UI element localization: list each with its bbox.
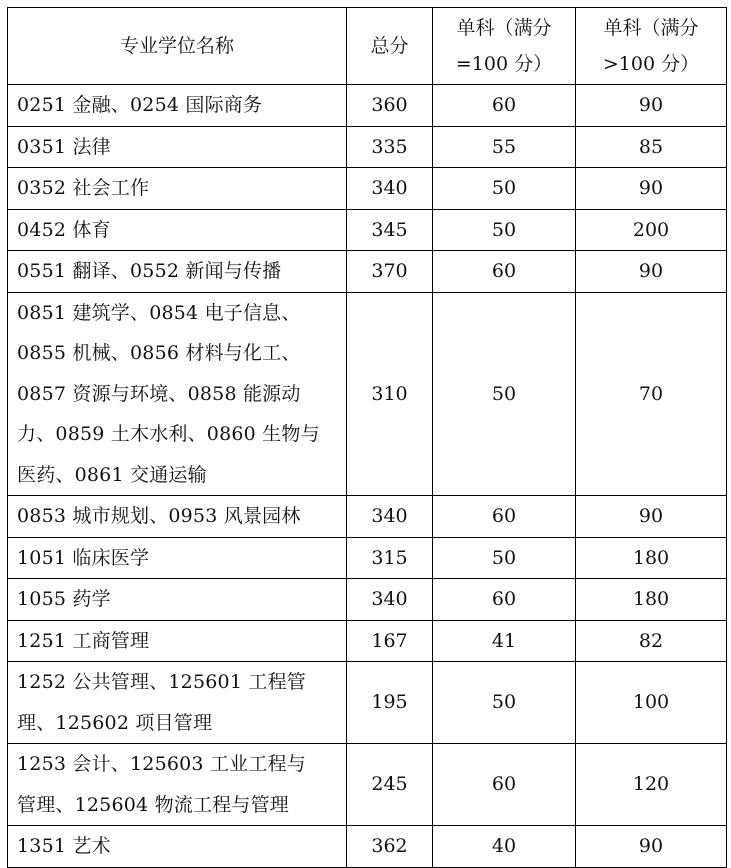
table-row (8, 85, 727, 127)
program-name-line: 0857 资源与环境、0858 能源动 (17, 382, 301, 405)
cell-single-gt100: 180 (576, 579, 727, 621)
program-name-line: 0855 机械、0856 材料与化工、 (17, 342, 301, 364)
cell-total: 310 (347, 292, 433, 496)
cell-program-name (8, 292, 347, 496)
cell-single-gt100: 180 (576, 537, 727, 579)
cell-total: 195 (347, 662, 433, 744)
table-row (8, 744, 727, 826)
program-name-line: 0351 法律 (17, 135, 111, 158)
cell-program-name (8, 537, 347, 579)
cell-single-gt100: 90 (576, 251, 727, 293)
cell-single-100: 40 (433, 826, 576, 868)
program-name-line: 0853 城市规划、0953 风景园林 (17, 505, 301, 527)
program-name-line: 1055 药学 (17, 588, 111, 610)
cell-single-gt100: 90 (576, 826, 727, 868)
program-name-line: 0251 金融、0254 国际商务 (17, 94, 263, 116)
header-single-100-line2: =100 分） (455, 53, 553, 75)
cell-program-name (8, 168, 347, 210)
program-name-line: 医药、0861 交通运输 (17, 463, 207, 486)
cell-total: 167 (347, 620, 433, 662)
program-name-line: 1253 会计、125603 工业工程与 (17, 753, 306, 775)
header-total: 总分 (347, 8, 433, 85)
cell-single-100: 60 (433, 496, 576, 538)
cell-total: 315 (347, 537, 433, 579)
cell-total: 335 (347, 126, 433, 168)
program-name-line: 理、125602 项目管理 (17, 711, 213, 734)
header-single-gt100 (576, 8, 727, 85)
cell-single-gt100: 90 (576, 85, 727, 127)
cell-single-gt100: 100 (576, 662, 727, 744)
table-row (8, 126, 727, 168)
header-single-100-line1: 单科（满分 (456, 17, 552, 39)
cell-program-name (8, 251, 347, 293)
cell-single-gt100: 200 (576, 209, 727, 251)
cell-single-gt100: 82 (576, 620, 727, 662)
cell-program-name (8, 209, 347, 251)
cell-single-gt100: 90 (576, 168, 727, 210)
table-row (8, 620, 727, 662)
cell-single-100: 50 (433, 292, 576, 496)
table-row (8, 537, 727, 579)
program-name-line: 力、0859 土木水利、0860 生物与 (17, 423, 320, 445)
table-row (8, 826, 727, 868)
cell-total: 362 (347, 826, 433, 868)
cell-single-100: 60 (433, 85, 576, 127)
program-name-line: 1051 临床医学 (17, 546, 150, 569)
cell-single-100: 55 (433, 126, 576, 168)
cell-program-name (8, 85, 347, 127)
program-name-line: 0352 社会工作 (17, 177, 150, 199)
cell-single-100: 60 (433, 744, 576, 826)
header-row (8, 8, 727, 85)
program-name-line: 管理、125604 物流工程与管理 (17, 793, 289, 816)
cell-single-gt100: 70 (576, 292, 727, 496)
table-row (8, 209, 727, 251)
cell-single-gt100: 85 (576, 126, 727, 168)
table-row (8, 496, 727, 538)
cell-program-name (8, 744, 347, 826)
cell-total: 360 (347, 85, 433, 127)
cell-total: 340 (347, 579, 433, 621)
table-row (8, 168, 727, 210)
header-single-gt100-line1: 单科（满分 (603, 17, 699, 39)
header-single-gt100-line2: >100 分） (602, 53, 700, 75)
cell-program-name (8, 579, 347, 621)
cell-single-gt100: 90 (576, 496, 727, 538)
cell-total: 245 (347, 744, 433, 826)
score-table (7, 7, 727, 868)
table-row (8, 579, 727, 621)
program-name-line: 0452 体育 (17, 218, 111, 241)
cell-program-name (8, 662, 347, 744)
cell-single-100: 50 (433, 662, 576, 744)
cell-program-name (8, 620, 347, 662)
program-name-line: 1251 工商管理 (17, 629, 150, 652)
cell-total: 370 (347, 251, 433, 293)
header-name: 专业学位名称 (8, 8, 347, 85)
program-name-line: 1351 艺术 (17, 835, 111, 857)
program-name-line: 0551 翻译、0552 新闻与传播 (17, 260, 282, 282)
cell-single-100: 50 (433, 209, 576, 251)
cell-total: 340 (347, 168, 433, 210)
program-name-line: 1252 公共管理、125601 工程管 (17, 671, 306, 693)
cell-single-100: 60 (433, 251, 576, 293)
cell-program-name (8, 826, 347, 868)
cell-single-100: 50 (433, 537, 576, 579)
program-name-line: 0851 建筑学、0854 电子信息、 (17, 301, 301, 324)
cell-single-100: 50 (433, 168, 576, 210)
cell-single-100: 41 (433, 620, 576, 662)
cell-program-name (8, 496, 347, 538)
header-single-100 (433, 8, 576, 85)
cell-program-name (8, 126, 347, 168)
table-row (8, 251, 727, 293)
cell-single-gt100: 120 (576, 744, 727, 826)
table-row (8, 662, 727, 744)
table-row (8, 292, 727, 496)
cell-total: 340 (347, 496, 433, 538)
cell-total: 345 (347, 209, 433, 251)
table-body (8, 85, 727, 868)
cell-single-100: 60 (433, 579, 576, 621)
